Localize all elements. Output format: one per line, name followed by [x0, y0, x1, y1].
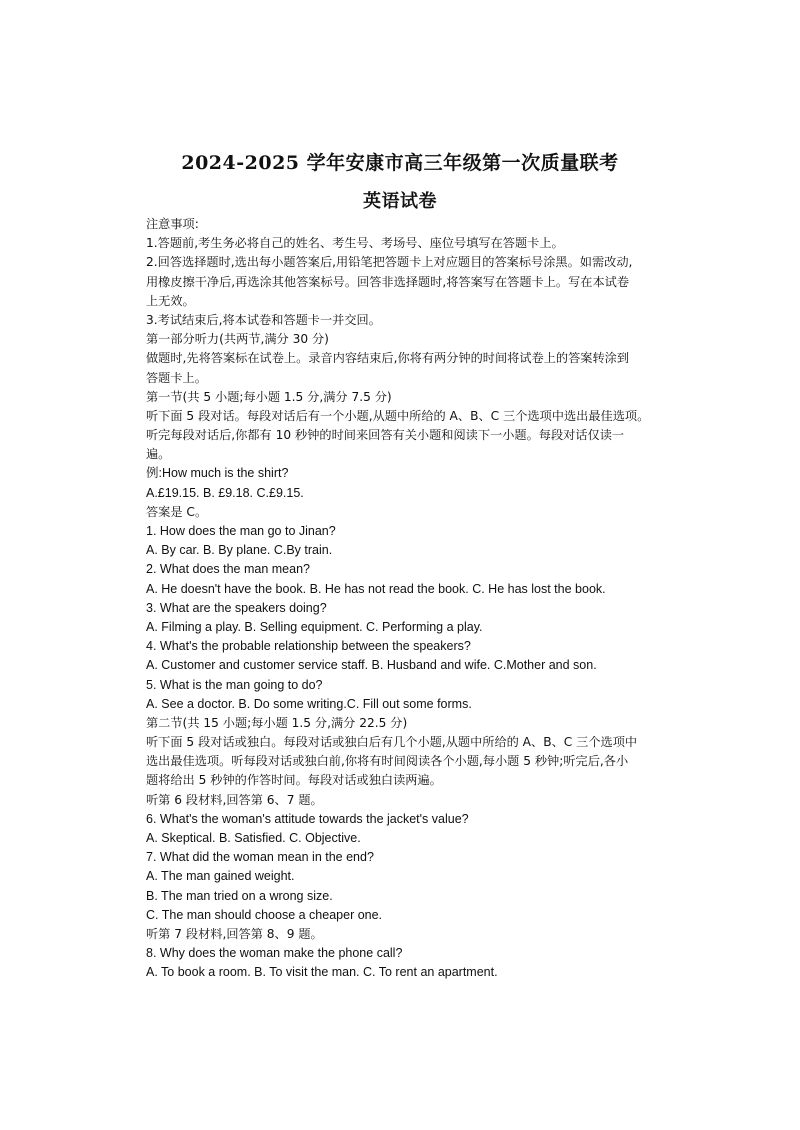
- text-line: 做题时,先将答案标在试卷上。录音内容结束后,你将有两分钟的时间将试卷上的答案转涂到: [146, 351, 630, 366]
- text-line: 2.回答选择题时,选出每小题答案后,用铅笔把答题卡上对应题目的答案标号涂黑。如需改动,: [146, 255, 633, 270]
- text-line: 题将给出 5 秒钟的作答时间。每段对话或独白读两遍。: [146, 773, 442, 788]
- text-line: 遍。: [146, 447, 171, 462]
- question-4-options: A. Customer and customer service staff. B. Husband and wife. C.Mother and son.: [146, 658, 597, 673]
- question-6: 6. What's the woman's attitude towards the jacket's value?: [146, 811, 469, 826]
- question-6-options: A. Skeptical. B. Satisfied. C. Objective.: [146, 831, 361, 845]
- question-8-options: A. To book a room. B. To visit the man. C. To rent an apartment.: [146, 965, 498, 980]
- question-7-option-a: A. The man gained weight.: [146, 869, 295, 884]
- question-3: 3. What are the speakers doing?: [146, 600, 327, 615]
- question-4: 4. What's the probable relationship between the speakers?: [146, 639, 471, 654]
- question-7-option-c: C. The man should choose a cheaper one.: [146, 907, 383, 922]
- example-answer: 答案是 C。: [146, 504, 208, 519]
- text-line: 选出最佳选项。听每段对话或独白前,你将有时间阅读各个小题,每小题 5 秒钟;听完后,各小: [146, 754, 629, 769]
- text-line: 1.答题前,考生务必将自己的姓名、考生号、考场号、座位号填写在答题卡上。: [146, 236, 564, 251]
- question-3-options: A. Filming a play. B. Selling equipment. C. Performing a play.: [146, 619, 483, 634]
- section-heading: 第一部分听力(共两节,满分 30 分): [146, 332, 329, 347]
- question-2: 2. What does the man mean?: [146, 562, 310, 577]
- exam-title: 2024-2025 学年安康市高三年级第一次质量联考: [181, 152, 619, 174]
- text-line: 3.考试结束后,将本试卷和答题卡一并交回。: [146, 312, 381, 327]
- section-heading: 第二节(共 15 小题;每小题 1.5 分,满分 22.5 分): [146, 715, 408, 730]
- text-line: 答题卡上。: [146, 370, 207, 385]
- text-line: 用橡皮擦干净后,再选涂其他答案标号。回答非选择题时,将答案写在答题卡上。写在本试卷: [146, 274, 630, 289]
- text-line: 听下面 5 段对话或独白。每段对话或独白后有几个小题,从题中所给的 A、B、C 三个选项中: [146, 735, 638, 750]
- question-8: 8. Why does the woman make the phone call?: [146, 946, 403, 961]
- exam-body: [146, 215, 666, 983]
- exam-subtitle: 英语试卷: [363, 191, 437, 212]
- question-5-options: A. See a doctor. B. Do some writing.C. Fill out some forms.: [146, 696, 472, 711]
- question-1: 1. How does the man go to Jinan?: [146, 524, 336, 538]
- example-question: 例:How much is the shirt?: [146, 466, 289, 481]
- question-5: 5. What is the man going to do?: [146, 677, 323, 692]
- question-2-options: A. He doesn't have the book. B. He has not read the book. C. He has lost the book.: [146, 581, 606, 596]
- question-7: 7. What did the woman mean in the end?: [146, 850, 374, 865]
- text-line: 听完每段对话后,你都有 10 秒钟的时间来回答有关小题和阅读下一小题。每段对话仅读一: [146, 428, 625, 443]
- example-options: A.£19.15. B. £9.18. C.£9.15.: [146, 485, 304, 500]
- text-line: 上无效。: [146, 293, 195, 308]
- question-1-options: A. By car. B. By plane. C.By train.: [146, 543, 333, 558]
- question-7-option-b: B. The man tried on a wrong size.: [146, 888, 333, 903]
- text-line: 注意事项:: [146, 217, 199, 231]
- text-line: 听下面 5 段对话。每段对话后有一个小题,从题中所给的 A、B、C 三个选项中选出最佳选项。: [146, 408, 650, 423]
- material-instruction: 听第 6 段材料,回答第 6、7 题。: [146, 792, 323, 807]
- section-heading: 第一节(共 5 小题;每小题 1.5 分,满分 7.5 分): [146, 389, 392, 404]
- material-instruction: 听第 7 段材料,回答第 8、9 题。: [146, 926, 323, 941]
